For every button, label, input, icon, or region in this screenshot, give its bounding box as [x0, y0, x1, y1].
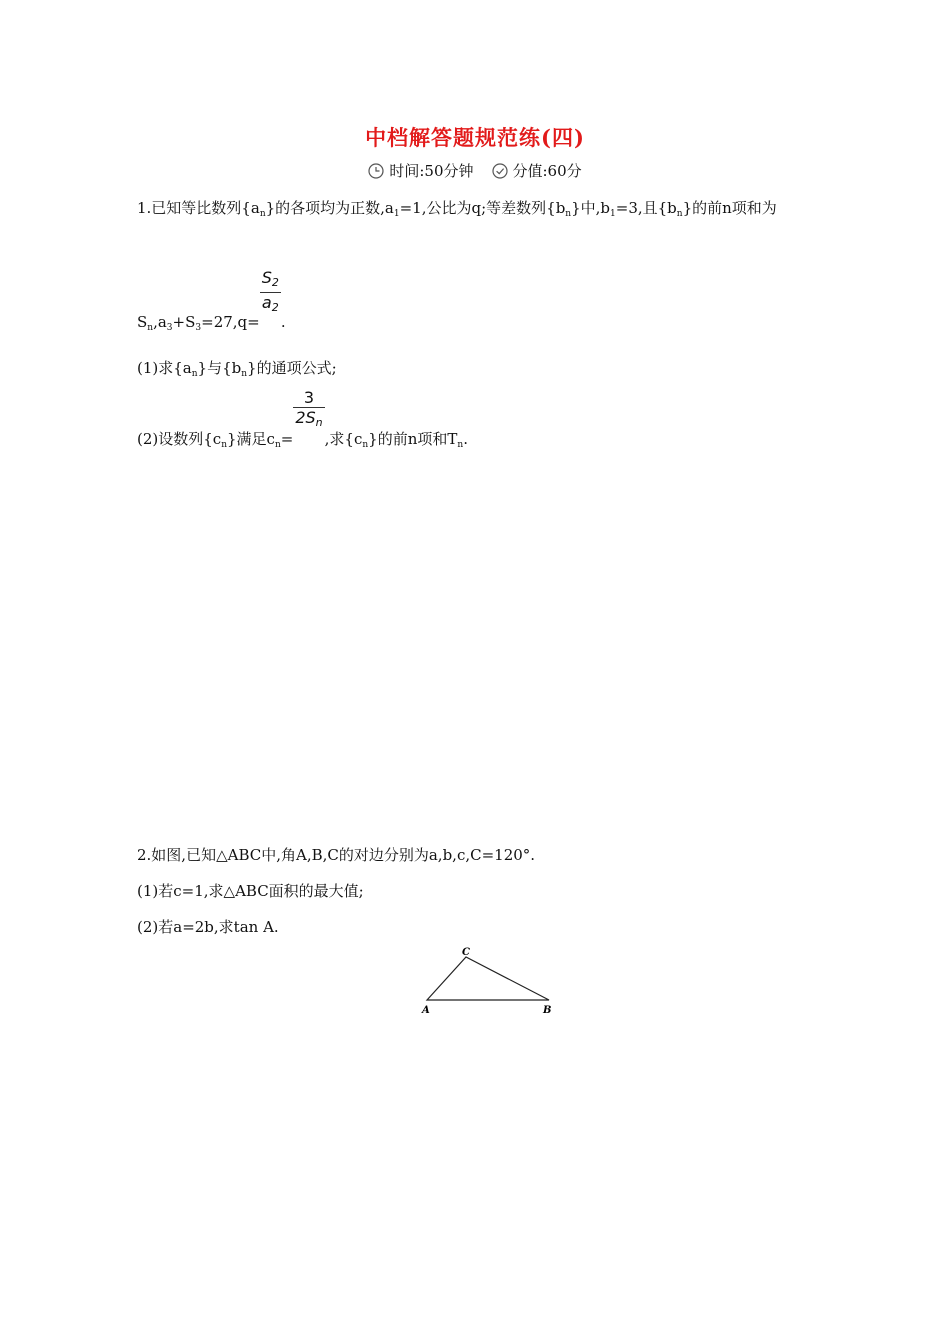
q2-line1: 2.如图,已知△ABC中,角A,B,C的对边分别为a,b,c,C=120°.: [137, 846, 536, 864]
vertex-label-a: A: [422, 1005, 430, 1016]
triangle-abc: [427, 957, 549, 1000]
clock-icon: [368, 163, 384, 183]
triangle-figure: [415, 940, 565, 1020]
check-circle-icon: [492, 163, 508, 183]
time-label: 时间:50分钟: [389, 162, 474, 180]
q2-part2: (2)若a=2b,求tan A.: [137, 918, 279, 936]
score-label: 分值:60分: [512, 162, 582, 180]
q1-line1: 1.已知等比数列$\{a_n\}$的各项均为正数$,a_1=1$,公比为q;等差数列$\{b_n\}$中$,b_1=3$,且$\{b_n\}$的前n项和为: [137, 199, 777, 219]
fraction-3-over-2sn: $\frac{3}{2Sn}$: [295, 388, 323, 429]
page-title: 中档解答题规范练(四): [365, 125, 585, 150]
q1-part1: (1)求$\{a_n\}$与$\{b_n\}$的通项公式;: [137, 359, 337, 379]
q1-line2: $S_n,a_3+S_3=27,q=$ $\frac{S2}{a2}$ .: [137, 268, 286, 333]
meta-row: [0, 160, 950, 183]
vertex-label-b: B: [543, 1005, 552, 1016]
vertex-label-c: C: [462, 947, 470, 958]
q2-part1: (1)若c=1,求△ABC面积的最大值;: [137, 882, 364, 900]
fraction-s2-over-a2: $\frac{S2}{a2}$: [261, 268, 279, 314]
q1-part2: (2)设数列$\{c_n\}$满足$c_n=$ $\frac{3}{2Sn}$ ,求$\{c_n\}$的前n项和$T_n$.: [137, 388, 468, 450]
